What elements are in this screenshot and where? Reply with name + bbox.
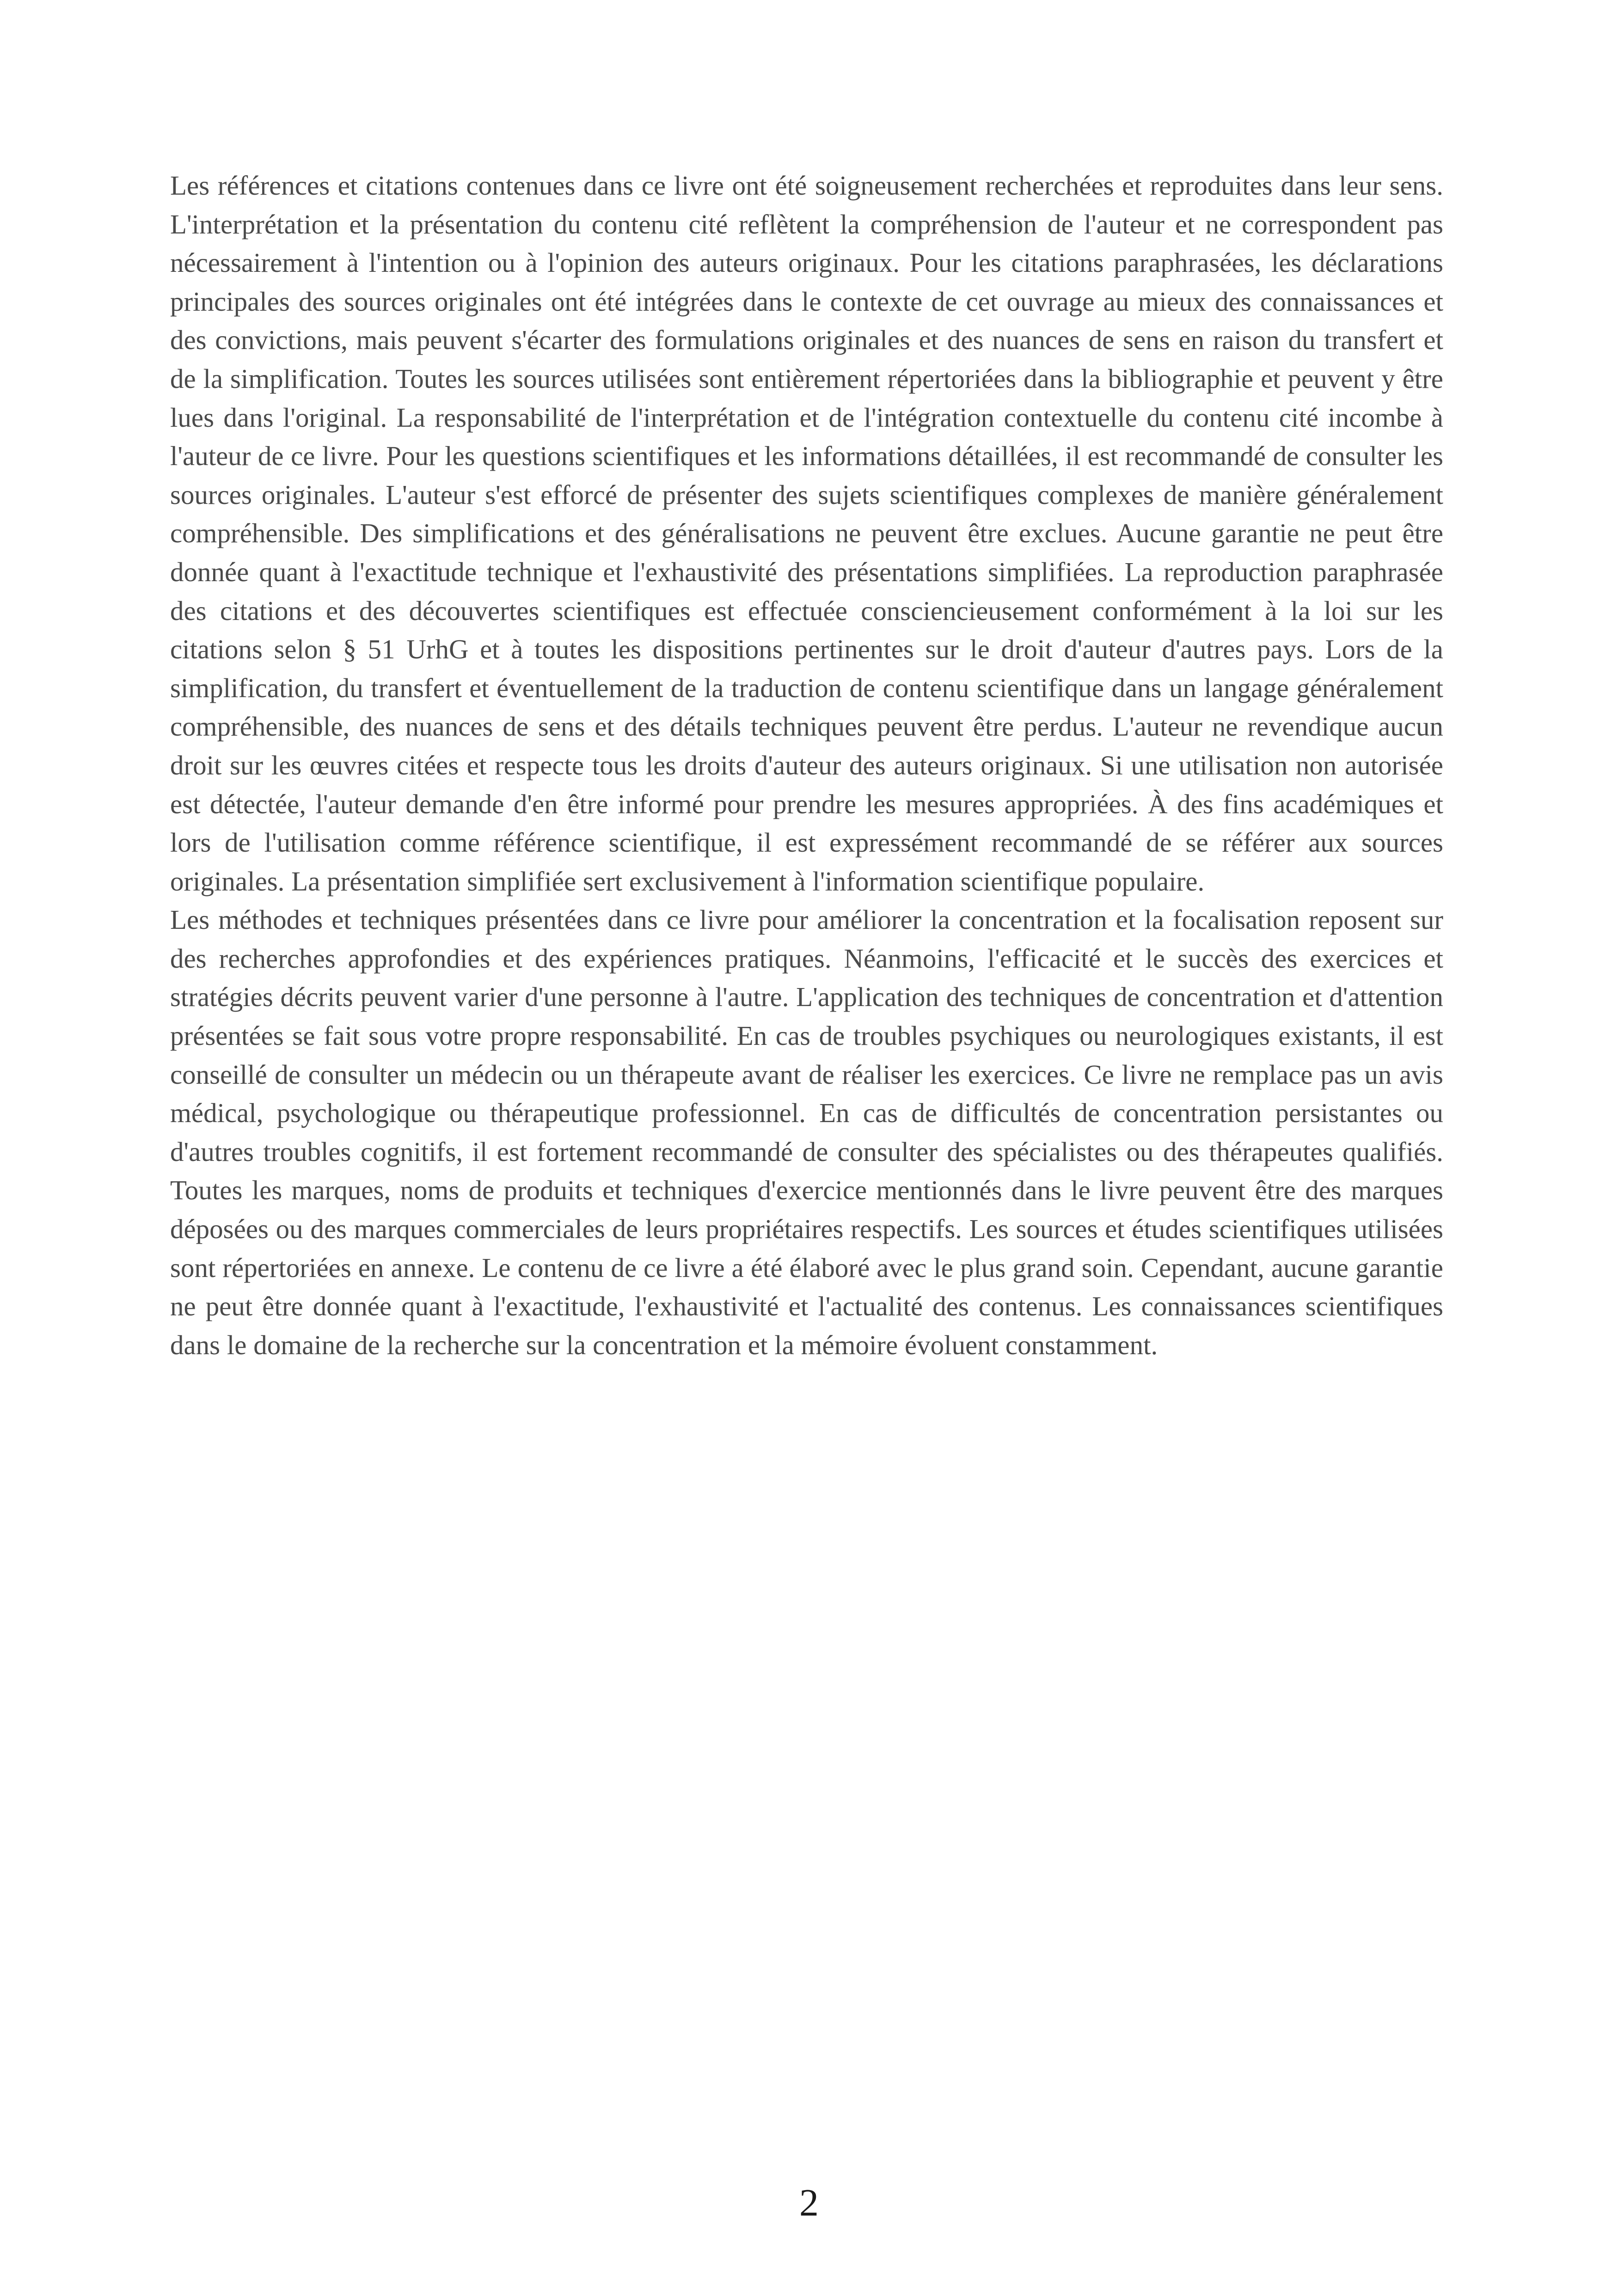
- page-number: 2: [799, 2181, 819, 2224]
- paragraph-methods-disclaimer: Les méthodes et techniques présentées dans ce livre pour améliorer la concentration et la focalisation reposent sur des recherches approfondies et des expériences pratiques. Néanmoins, l'efficacité et le succès des exercices et stratégies décrits peuvent varier d'une personne à l'autre. L'application des techniques de concentration et d'attention présentées se fait sous votre propre responsabilité. En cas de troubles psychiques ou neurologiques existants, il est conseillé de consulter un médecin ou un thérapeute avant de réaliser les exercices. Ce livre ne remplace pas un avis médical, psychologique ou thérapeutique professionnel. En cas de difficultés de concentration persistantes ou d'autres troubles cognitifs, il est fortement recommandé de consulter des spécialistes ou des thérapeutes qualifiés. Toutes les marques, noms de produits et techniques d'exercice mentionnés dans le livre peuvent être des marques déposées ou des marques commerciales de leurs propriétaires respectifs. Les sources et études scientifiques utilisées sont répertoriées en annexe. Le contenu de ce livre a été élaboré avec le plus grand soin. Cependant, aucune garantie ne peut être donnée quant à l'exactitude, l'exhaustivité et l'actualité des contenus. Les connaissances scientifiques dans le domaine de la recherche sur la concentration et la mémoire évoluent constamment.: [170, 904, 1443, 1360]
- body-text: [170, 166, 1443, 1364]
- paragraph-citations-disclaimer: Les références et citations contenues dans ce livre ont été soigneusement recherchées et reproduites dans leur sens. L'interprétation et la présentation du contenu cité reflètent la compréhension de l'auteur et ne correspondent pas nécessairement à l'intention ou à l'opinion des auteurs originaux. Pour les citations paraphrasées, les déclarations principales des sources originales ont été intégrées dans le contexte de cet ouvrage au mieux des connaissances et des convictions, mais peuvent s'écarter des formulations originales et des nuances de sens en raison du transfert et de la simplification. Toutes les sources utilisées sont entièrement répertoriées dans la bibliographie et peuvent y être lues dans l'original. La responsabilité de l'interprétation et de l'intégration contextuelle du contenu cité incombe à l'auteur de ce livre. Pour les questions scientifiques et les informations détaillées, il est recommandé de consulter les sources originales. L'auteur s'est efforcé de présenter des sujets scientifiques complexes de manière généralement compréhensible. Des simplifications et des généralisations ne peuvent être exclues. Aucune garantie ne peut être donnée quant à l'exactitude technique et l'exhaustivité des présentations simplifiées. La reproduction paraphrasée des citations et des découvertes scientifiques est effectuée consciencieusement conformément à la loi sur les citations selon § 51 UrhG et à toutes les dispositions pertinentes sur le droit d'auteur d'autres pays. Lors de la simplification, du transfert et éventuellement de la traduction de contenu scientifique dans un langage généralement compréhensible, des nuances de sens et des détails techniques peuvent être perdus. L'auteur ne revendique aucun droit sur les œuvres citées et respecte tous les droits d'auteur des auteurs originaux. Si une utilisation non autorisée est détectée, l'auteur demande d'en être informé pour prendre les mesures appropriées. À des fins académiques et lors de l'utilisation comme référence scientifique, il est expressément recommandé de se référer aux sources originales. La présentation simplifiée sert exclusivement à l'information scientifique populaire.: [170, 170, 1443, 896]
